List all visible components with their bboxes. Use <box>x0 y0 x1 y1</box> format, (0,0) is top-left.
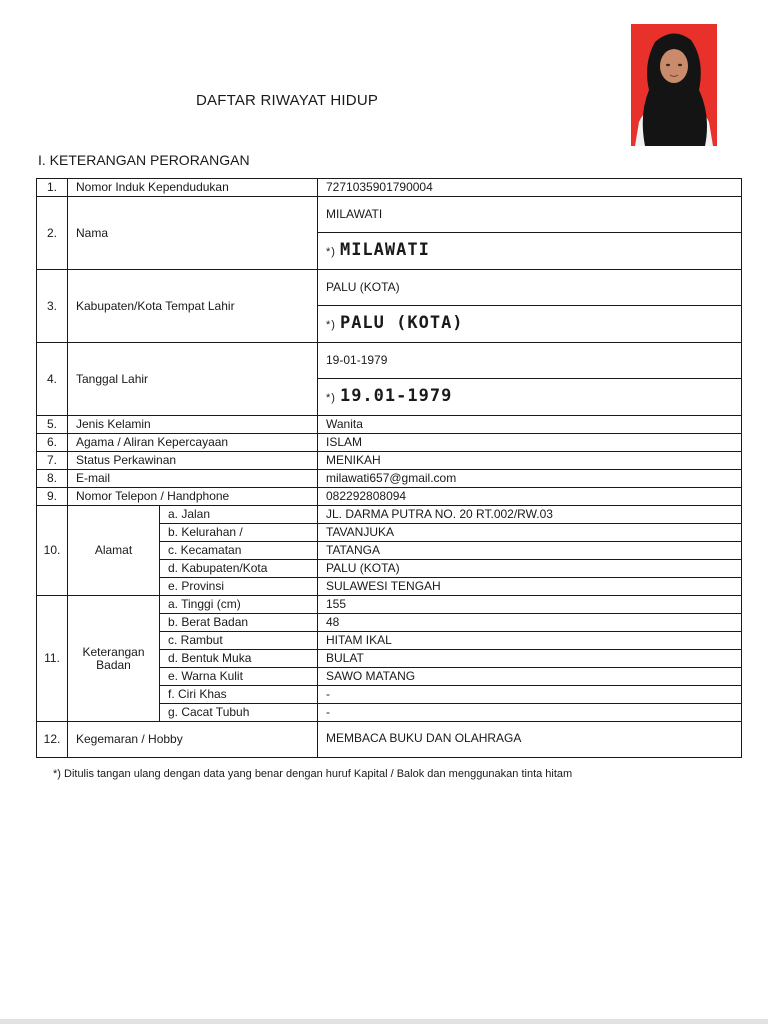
sub-label: d. Kabupaten/Kota <box>160 560 318 578</box>
row-number: 8. <box>37 470 68 488</box>
table-row-agama <box>37 434 742 452</box>
row-number: 12. <box>37 722 68 758</box>
row-number: 7. <box>37 452 68 470</box>
sub-value: BULAT <box>318 650 742 668</box>
row-label: Kegemaran / Hobby <box>68 722 318 758</box>
sub-value: 155 <box>318 596 742 614</box>
row-number: 1. <box>37 179 68 197</box>
row-value: MEMBACA BUKU DAN OLAHRAGA <box>318 722 742 758</box>
footnote-marker: *) <box>326 245 336 258</box>
row-value: ISLAM <box>318 434 742 452</box>
sub-label: e. Provinsi <box>160 578 318 596</box>
handwritten-text: PALU (KOTA) <box>339 312 464 333</box>
sub-value: 48 <box>318 614 742 632</box>
row-number: 6. <box>37 434 68 452</box>
sub-label: d. Bentuk Muka <box>160 650 318 668</box>
sub-label: c. Rambut <box>160 632 318 650</box>
table-row-jenis-kelamin <box>37 416 742 434</box>
row-value: MENIKAH <box>318 452 742 470</box>
sub-label: c. Kecamatan <box>160 542 318 560</box>
sub-label: b. Kelurahan / <box>160 524 318 542</box>
row-label <box>68 596 160 722</box>
sub-value: SAWO MATANG <box>318 668 742 686</box>
sub-value: SULAWESI TENGAH <box>318 578 742 596</box>
handwritten-text: MILAWATI <box>339 239 430 260</box>
handwritten-value <box>318 233 742 270</box>
sub-value: JL. DARMA PUTRA NO. 20 RT.002/RW.03 <box>318 506 742 524</box>
profile-photo <box>631 24 717 146</box>
row-number: 5. <box>37 416 68 434</box>
row-label: Alamat <box>68 506 160 596</box>
row-value: milawati657@gmail.com <box>318 470 742 488</box>
biodata-table <box>36 178 742 758</box>
person-portrait-icon <box>631 24 717 146</box>
sub-label: g. Cacat Tubuh <box>160 704 318 722</box>
table-row-alamat <box>37 506 742 524</box>
table-row-tempat-lahir <box>37 270 742 306</box>
row-number: 4. <box>37 343 68 416</box>
footnote: *) Ditulis tangan ulang dengan data yang benar dengan huruf Kapital / Balok dan menggunakan tinta hitam <box>53 768 573 780</box>
sub-value: - <box>318 686 742 704</box>
sub-value: PALU (KOTA) <box>318 560 742 578</box>
sub-label: f. Ciri Khas <box>160 686 318 704</box>
row-label: Nomor Induk Kependudukan <box>68 179 318 197</box>
row-value: PALU (KOTA) <box>318 270 742 306</box>
row-label-line: Badan <box>96 657 131 672</box>
section-title: I. KETERANGAN PERORANGAN <box>38 152 250 168</box>
row-number: 3. <box>37 270 68 343</box>
handwritten-value <box>318 379 742 416</box>
table-row-tanggal-lahir <box>37 343 742 379</box>
row-label: Status Perkawinan <box>68 452 318 470</box>
table-row-telepon <box>37 488 742 506</box>
table-row-nik <box>37 179 742 197</box>
table-row-hobby <box>37 722 742 758</box>
sub-label: e. Warna Kulit <box>160 668 318 686</box>
sub-value: - <box>318 704 742 722</box>
sub-label: a. Tinggi (cm) <box>160 596 318 614</box>
sub-value: HITAM IKAL <box>318 632 742 650</box>
row-label: Nomor Telepon / Handphone <box>68 488 318 506</box>
row-number: 10. <box>37 506 68 596</box>
row-label: Tanggal Lahir <box>68 343 318 416</box>
handwritten-value <box>318 306 742 343</box>
row-label: Nama <box>68 197 318 270</box>
document-title: DAFTAR RIWAYAT HIDUP <box>196 92 379 109</box>
row-value: 19-01-1979 <box>318 343 742 379</box>
table-row-badan <box>37 596 742 614</box>
footnote-marker: *) <box>326 318 336 331</box>
row-label: Jenis Kelamin <box>68 416 318 434</box>
row-number: 2. <box>37 197 68 270</box>
table-row-status <box>37 452 742 470</box>
table-row-nama <box>37 197 742 233</box>
sub-label: a. Jalan <box>160 506 318 524</box>
row-value: 082292808094 <box>318 488 742 506</box>
row-number: 9. <box>37 488 68 506</box>
sub-label: b. Berat Badan <box>160 614 318 632</box>
table-row-email <box>37 470 742 488</box>
footnote-marker: *) <box>326 391 336 404</box>
row-number: 11. <box>37 596 68 722</box>
row-value: Wanita <box>318 416 742 434</box>
scan-edge <box>0 1019 768 1024</box>
sub-value: TATANGA <box>318 542 742 560</box>
handwritten-text: 19.01-1979 <box>339 385 453 406</box>
row-label-line: Keterangan <box>82 644 145 659</box>
row-label: Agama / Aliran Kepercayaan <box>68 434 318 452</box>
row-value: MILAWATI <box>318 197 742 233</box>
row-label: Kabupaten/Kota Tempat Lahir <box>68 270 318 343</box>
row-label: E-mail <box>68 470 318 488</box>
sub-value: TAVANJUKA <box>318 524 742 542</box>
row-value: 7271035901790004 <box>318 179 742 197</box>
